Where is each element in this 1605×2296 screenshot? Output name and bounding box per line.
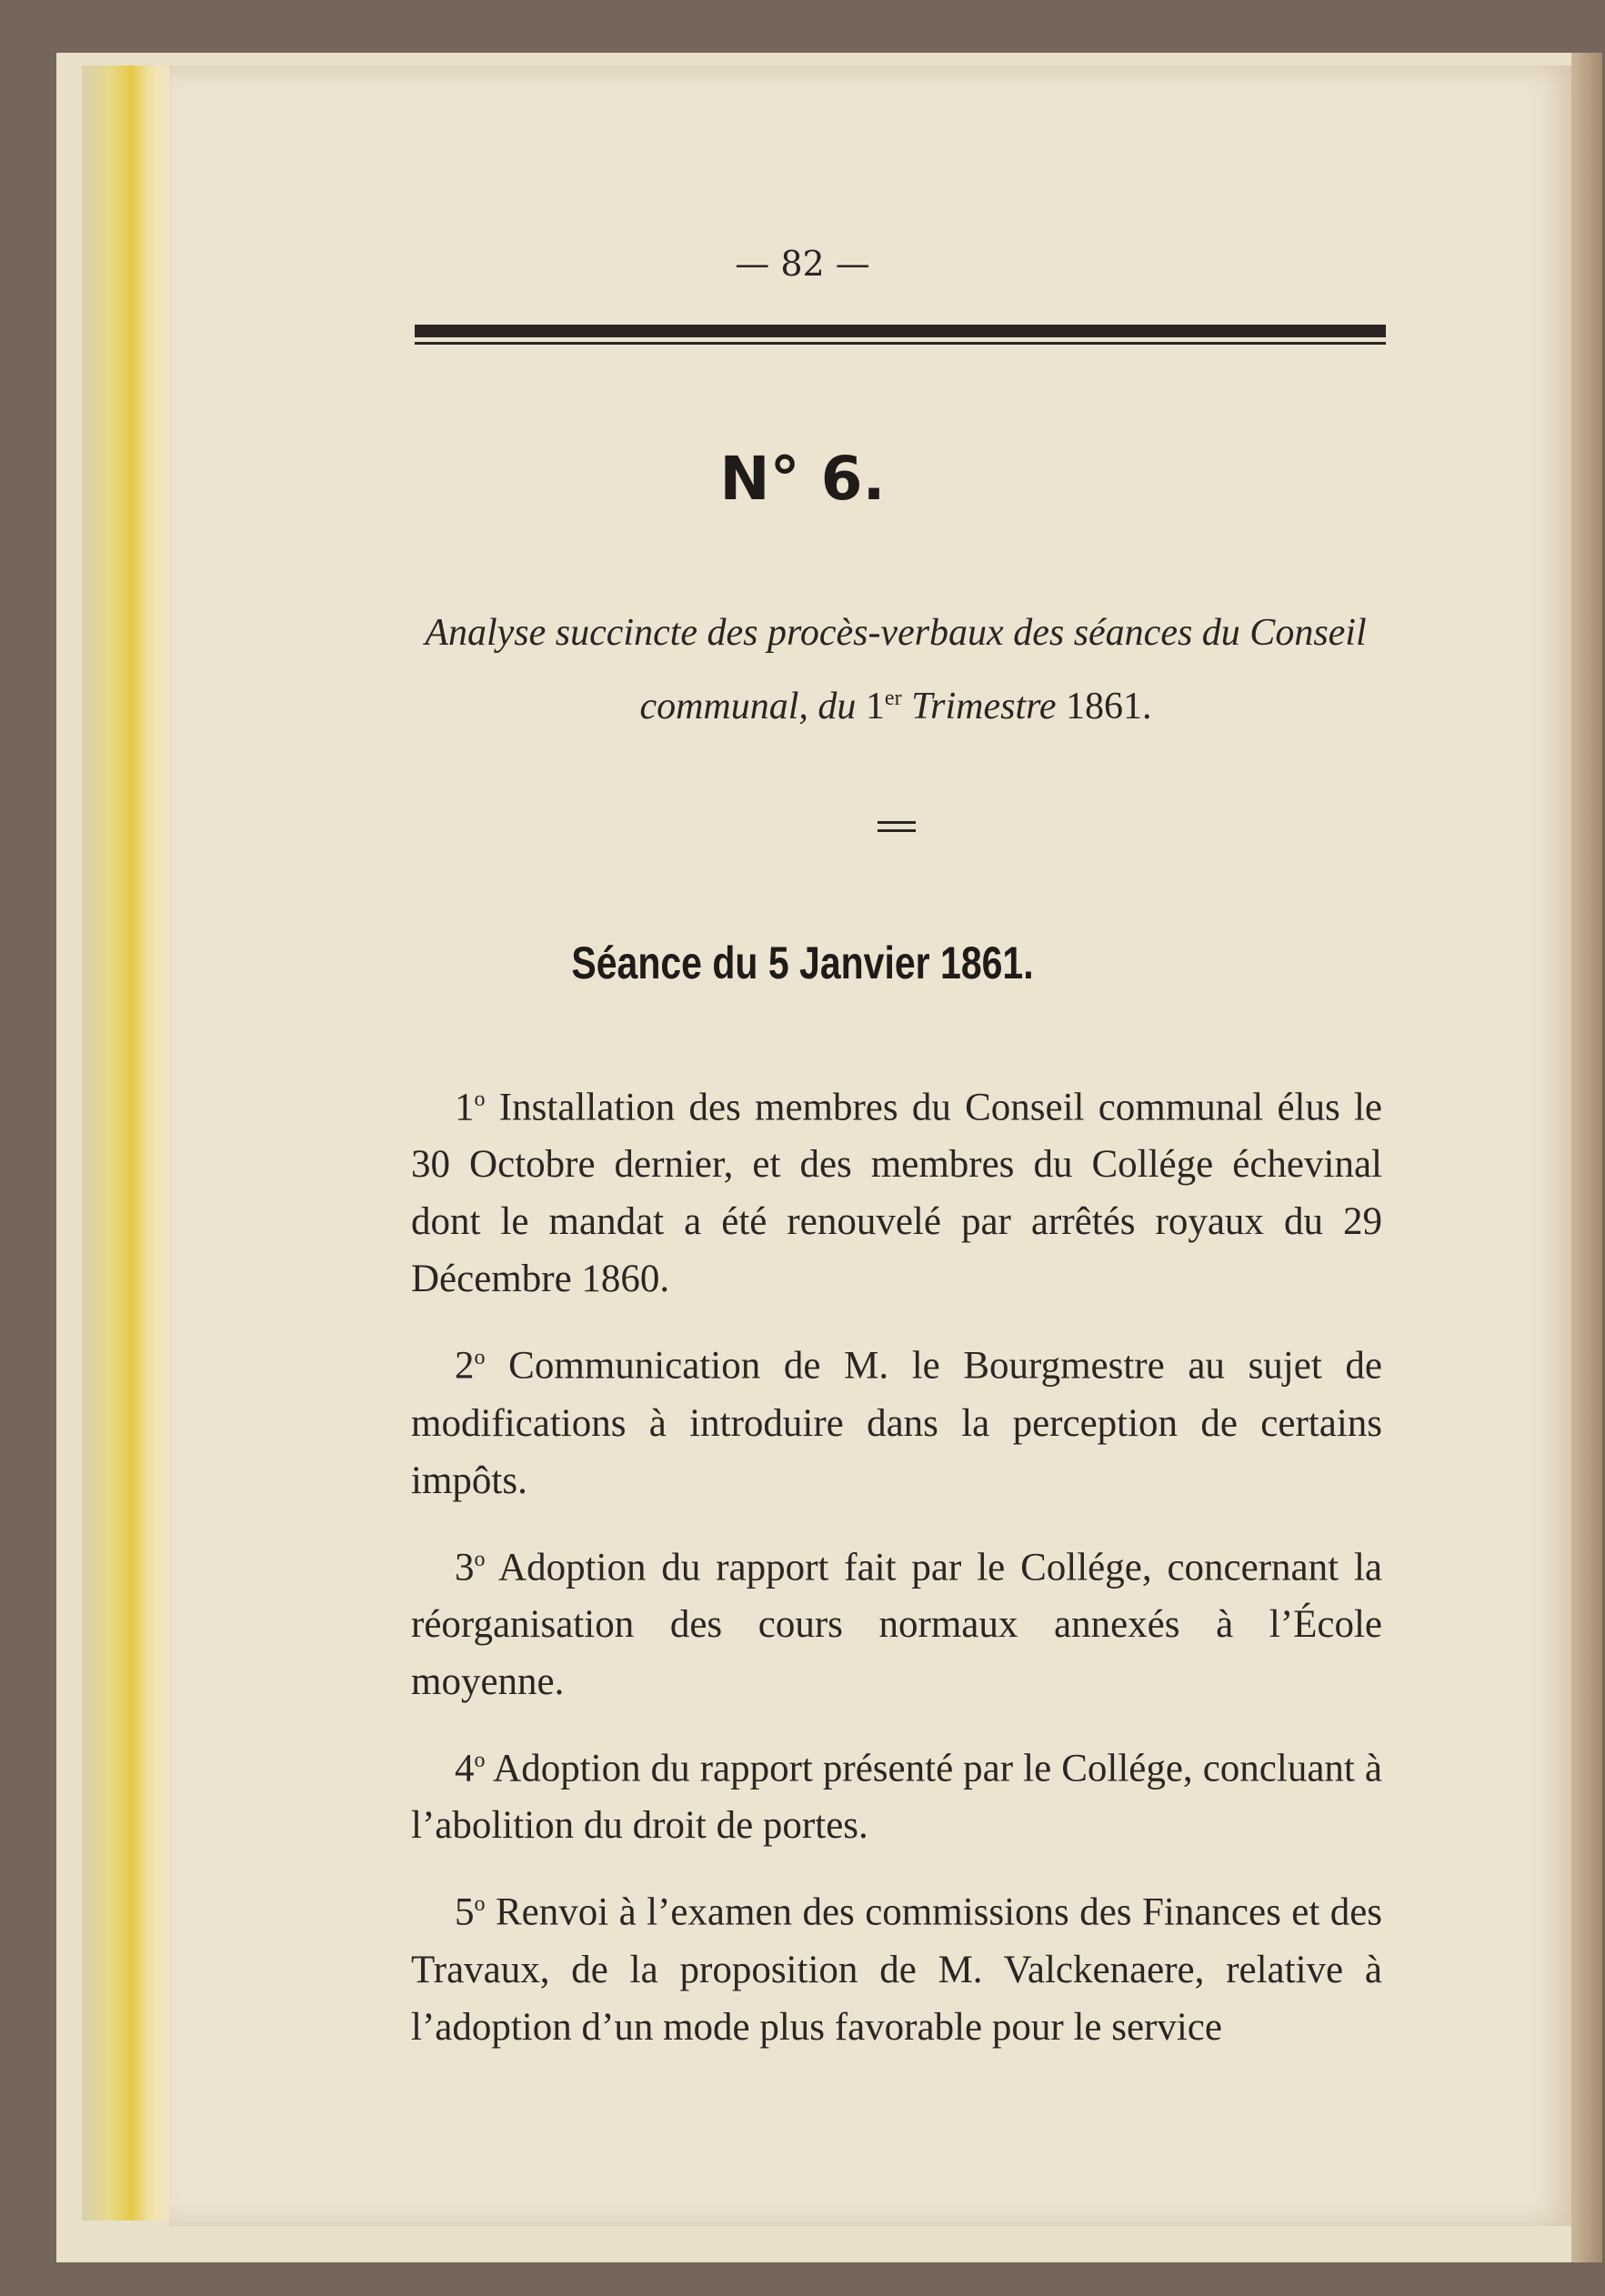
agenda-item: 2$^o$ Communication de M. le Bourgmestre au sujet de modifications à introduire dans la perception de certains impôts. (411, 1344, 1382, 1502)
agenda-item: 5$^o$ Renvoi à l’examen des commissions des Finances et des Travaux, de la proposition de M. Valckenaere, relative à l’adoption d’un mode plus favorable pour le service (411, 1890, 1383, 2049)
agenda-item: 1$^o$ Installation des membres du Conseil communal élus le 30 Octobre dernier, et des membres du Collége échevinal dont le mandat a été renouvelé par arrêtés royaux du 29 Décembre 1860. (411, 1086, 1383, 1301)
agenda-list (411, 1071, 1382, 2078)
page-number: — 82 — (735, 244, 870, 284)
session-heading: Séance du 5 Janvier 1861. (571, 937, 1034, 988)
agenda-item: 4$^o$ Adoption du rapport présenté par le Collége, concluant à l’abolition du droit de portes. (411, 1747, 1382, 1848)
subtitle-line-2a: communal, du (639, 686, 857, 727)
subtitle-year: 1861. (1066, 686, 1152, 727)
subtitle-ordinal: 1er (865, 686, 902, 727)
agenda-item: 3$^o$ Adoption du rapport fait par le Collége, concernant la réorganisation des cours normaux annexés à l’École moyenne. (411, 1545, 1382, 1703)
gilt-page-edges (82, 65, 173, 2221)
heading-rule-thick (415, 325, 1386, 337)
document-number: N° 6. (719, 444, 886, 514)
document-subtitle (382, 600, 1409, 739)
subtitle-line-2b: Trimestre (911, 686, 1057, 727)
binding-gutter (1571, 53, 1602, 2262)
subtitle-line-1: Analyse succincte des procès-verbaux des séances du Conseil (425, 612, 1367, 654)
section-separator (878, 821, 916, 832)
heading-rule-thin (415, 342, 1386, 345)
